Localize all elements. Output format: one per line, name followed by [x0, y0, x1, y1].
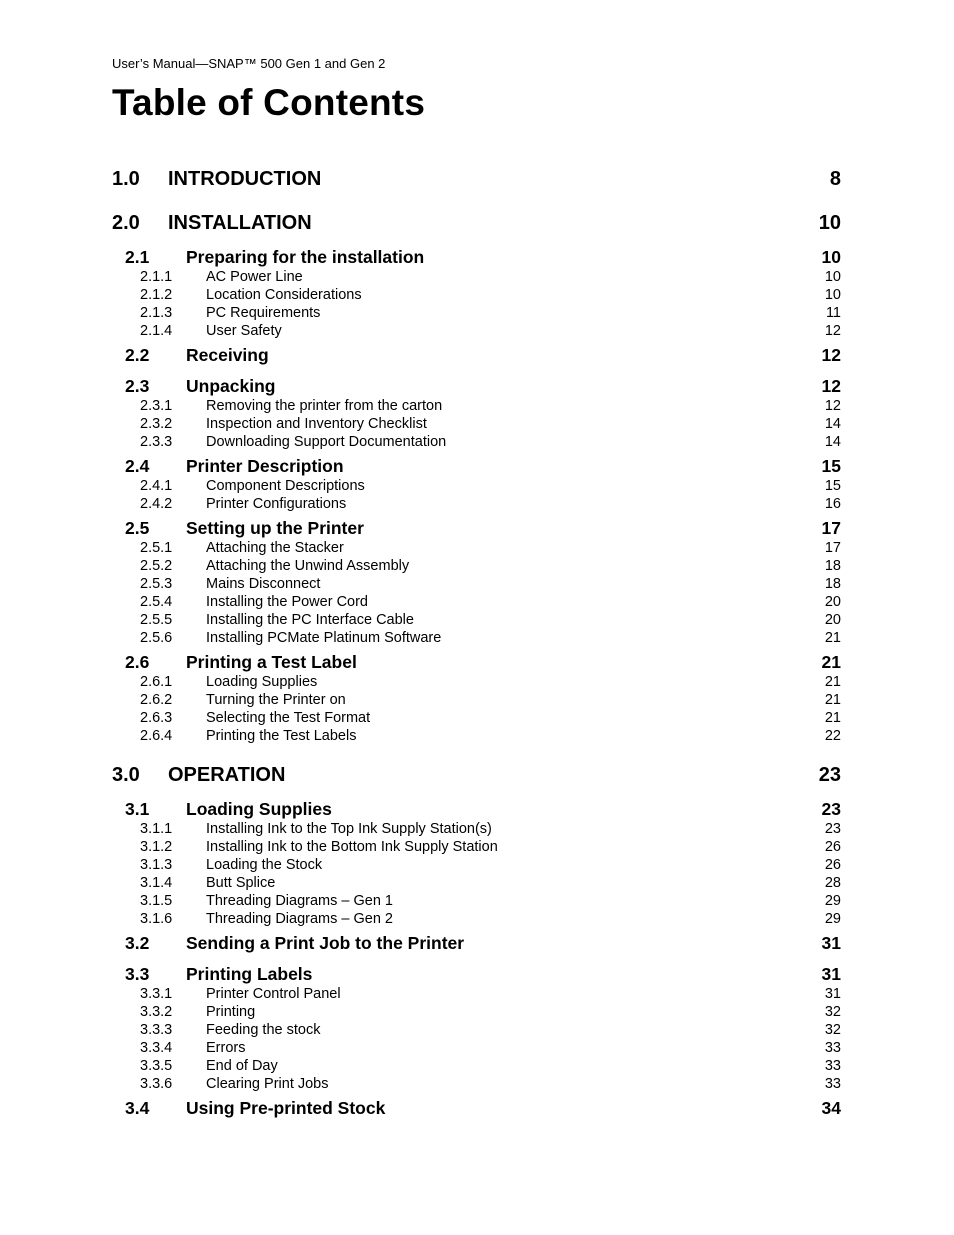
toc-subsection-entry[interactable]: [112, 268, 841, 286]
toc-entry-number: 2.5.4: [140, 594, 173, 610]
toc-section-entry[interactable]: [112, 246, 841, 268]
toc-entry-number: 3.1.6: [140, 911, 173, 927]
toc-entry-title: Installing Ink to the Bottom Ink Supply Station: [206, 839, 498, 855]
toc-entry-page-number: 33: [824, 1040, 841, 1056]
toc-entry-number: 3.1.3: [140, 857, 173, 873]
toc-entry-title: Inspection and Inventory Checklist: [206, 416, 427, 432]
toc-entry-page-number: 20: [824, 594, 841, 610]
toc-entry-page-number: 15: [821, 456, 841, 476]
toc-entry-page-number: 10: [824, 269, 841, 285]
toc-entry-number: 2.5.5: [140, 612, 173, 628]
toc-subsection-entry[interactable]: [112, 910, 841, 928]
toc-section-entry[interactable]: [112, 798, 841, 820]
toc-entry-title: Clearing Print Jobs: [206, 1076, 329, 1092]
toc-entry-number: 3.3: [125, 964, 150, 984]
running-header: User’s Manual—SNAP™ 500 Gen 1 and Gen 2: [112, 56, 386, 71]
toc-entry-page-number: 31: [821, 964, 841, 984]
toc-entry-title: Turning the Printer on: [206, 692, 346, 708]
toc-subsection-entry[interactable]: [112, 611, 841, 629]
toc-entry-title: PC Requirements: [206, 305, 321, 321]
toc-entry-title: Loading Supplies: [206, 674, 318, 690]
toc-entry-number: 3.1.1: [140, 821, 173, 837]
toc-entry-title: Printing: [206, 1004, 256, 1020]
toc-entry-number: 1.0: [112, 168, 140, 190]
toc-entry-number: 3.1.5: [140, 893, 173, 909]
toc-entry-number: 3.3.5: [140, 1058, 173, 1074]
toc-subsection-entry[interactable]: [112, 874, 841, 892]
toc-entry-page-number: 12: [824, 398, 841, 414]
toc-entry-page-number: 28: [824, 875, 841, 891]
toc-entry-title: Printer Control Panel: [206, 986, 341, 1002]
toc-entry-title: Printing a Test Label: [186, 652, 357, 672]
toc-subsection-entry[interactable]: [112, 892, 841, 910]
toc-entry-title: Mains Disconnect: [206, 576, 321, 592]
toc-entry-title: Feeding the stock: [206, 1022, 321, 1038]
toc-subsection-entry[interactable]: [112, 691, 841, 709]
toc-entry-page-number: 33: [824, 1058, 841, 1074]
toc-entry-page-number: 32: [824, 1022, 841, 1038]
toc-entry-title: Threading Diagrams – Gen 1: [206, 893, 393, 909]
toc-subsection-entry[interactable]: [112, 397, 841, 415]
toc-entry-number: 2.4: [125, 456, 150, 476]
toc-subsection-entry[interactable]: [112, 856, 841, 874]
toc-entry-title: Using Pre-printed Stock: [186, 1098, 386, 1118]
toc-entry-title: User Safety: [206, 323, 282, 339]
toc-entry-page-number: 33: [824, 1076, 841, 1092]
toc-entry-page-number: 23: [818, 764, 841, 786]
toc-subsection-entry[interactable]: [112, 415, 841, 433]
toc-entry-page-number: 21: [824, 674, 841, 690]
toc-entry-number: 2.1.1: [140, 269, 173, 285]
toc-entry-page-number: 31: [821, 933, 841, 953]
toc-entry-title: Loading the Stock: [206, 857, 323, 873]
toc-entry-number: 3.2: [125, 933, 150, 953]
toc-entry-page-number: 17: [824, 540, 841, 556]
toc-entry-page-number: 20: [824, 612, 841, 628]
toc-entry-number: 2.3.2: [140, 416, 173, 432]
toc-entry-number: 2.4.2: [140, 496, 173, 512]
toc-entry-page-number: 10: [821, 247, 841, 267]
toc-entry-title: Attaching the Stacker: [206, 540, 344, 556]
toc-subsection-entry[interactable]: [112, 322, 841, 340]
toc-entry-page-number: 17: [821, 518, 841, 538]
table-of-contents: [112, 163, 841, 1119]
toc-entry-number: 2.4.1: [140, 478, 173, 494]
toc-entry-page-number: 16: [824, 496, 841, 512]
toc-entry-number: 2.6.2: [140, 692, 173, 708]
page-title: Table of Contents: [112, 82, 426, 123]
toc-entry-number: 3.0: [112, 764, 140, 786]
toc-entry-number: 2.5.1: [140, 540, 173, 556]
toc-entry-title: Component Descriptions: [206, 478, 365, 494]
toc-subsection-entry[interactable]: [112, 629, 841, 647]
toc-entry-number: 3.1.4: [140, 875, 173, 891]
toc-entry-page-number: 21: [824, 710, 841, 726]
toc-entry-page-number: 18: [824, 576, 841, 592]
toc-entry-title: End of Day: [206, 1058, 278, 1074]
toc-entry-title: Selecting the Test Format: [206, 710, 371, 726]
toc-section-entry[interactable]: [112, 344, 841, 366]
toc-subsection-entry[interactable]: [112, 304, 841, 322]
toc-entry-title: Loading Supplies: [186, 799, 332, 819]
toc-entry-number: 3.3.4: [140, 1040, 173, 1056]
toc-entry-number: 2.5.3: [140, 576, 173, 592]
toc-subsection-entry[interactable]: [112, 286, 841, 304]
toc-entry-title: Printing the Test Labels: [206, 728, 357, 744]
toc-entry-number: 3.3.2: [140, 1004, 173, 1020]
toc-entry-number: 2.1.2: [140, 287, 173, 303]
toc-entry-title: Printing Labels: [186, 964, 313, 984]
toc-entry-title: AC Power Line: [206, 269, 303, 285]
toc-entry-number: 2.3: [125, 376, 150, 396]
toc-entry-title: Installing PCMate Platinum Software: [206, 630, 442, 646]
toc-entry-title: Butt Splice: [206, 875, 276, 891]
toc-subsection-entry[interactable]: [112, 673, 841, 691]
toc-entry-number: 2.6: [125, 652, 150, 672]
toc-entry-page-number: 12: [824, 323, 841, 339]
toc-entry-number: 3.3.6: [140, 1076, 173, 1092]
toc-subsection-entry[interactable]: [112, 985, 841, 1003]
toc-entry-title: Removing the printer from the carton: [206, 398, 443, 414]
toc-entry-title: Printer Configurations: [206, 496, 347, 512]
toc-entry-number: 2.5.6: [140, 630, 173, 646]
toc-entry-page-number: 12: [821, 376, 841, 396]
toc-subsection-entry[interactable]: [112, 557, 841, 575]
toc-entry-title: Threading Diagrams – Gen 2: [206, 911, 393, 927]
toc-entry-page-number: 34: [821, 1098, 841, 1118]
toc-section-entry[interactable]: [112, 375, 841, 397]
toc-entry-title: Attaching the Unwind Assembly: [206, 558, 410, 574]
toc-entry-number: 2.5.2: [140, 558, 173, 574]
toc-entry-page-number: 8: [829, 168, 841, 190]
toc-entry-number: 2.6.1: [140, 674, 173, 690]
toc-entry-number: 3.1: [125, 799, 150, 819]
toc-entry-number: 2.2: [125, 345, 150, 365]
toc-entry-page-number: 29: [824, 911, 841, 927]
toc-section-entry[interactable]: [112, 517, 841, 539]
toc-entry-page-number: 26: [824, 857, 841, 873]
toc-entry-title: INTRODUCTION: [168, 168, 322, 190]
toc-entry-page-number: 23: [824, 821, 841, 837]
toc-subsection-entry[interactable]: [112, 1039, 841, 1057]
toc-entry-page-number: 14: [824, 434, 841, 450]
toc-entry-page-number: 32: [824, 1004, 841, 1020]
toc-subsection-entry[interactable]: [112, 727, 841, 745]
toc-subsection-entry[interactable]: [112, 495, 841, 513]
toc-entry-number: 3.3.3: [140, 1022, 173, 1038]
toc-section-entry[interactable]: [112, 932, 841, 954]
toc-chapter-entry[interactable]: [112, 165, 841, 193]
toc-subsection-entry[interactable]: [112, 1057, 841, 1075]
toc-section-entry[interactable]: [112, 651, 841, 673]
toc-entry-title: Errors: [206, 1040, 246, 1056]
toc-subsection-entry[interactable]: [112, 820, 841, 838]
toc-subsection-entry[interactable]: [112, 1075, 841, 1093]
toc-entry-title: OPERATION: [168, 764, 286, 786]
toc-entry-title: Printer Description: [186, 456, 344, 476]
toc-subsection-entry[interactable]: [112, 477, 841, 495]
toc-entry-page-number: 31: [824, 986, 841, 1002]
toc-entry-number: 2.1.3: [140, 305, 173, 321]
toc-entry-page-number: 26: [824, 839, 841, 855]
toc-entry-page-number: 21: [824, 630, 841, 646]
toc-entry-page-number: 14: [824, 416, 841, 432]
toc-entry-number: 2.3.1: [140, 398, 173, 414]
toc-entry-page-number: 21: [821, 652, 841, 672]
toc-entry-number: 3.3.1: [140, 986, 173, 1002]
toc-entry-page-number: 21: [824, 692, 841, 708]
toc-subsection-entry[interactable]: [112, 709, 841, 727]
toc-entry-title: Installing Ink to the Top Ink Supply Station(s): [206, 821, 492, 837]
toc-entry-page-number: 22: [824, 728, 841, 744]
toc-entry-title: Preparing for the installation: [186, 247, 425, 267]
toc-entry-page-number: 18: [824, 558, 841, 574]
toc-entry-title: Sending a Print Job to the Printer: [186, 933, 465, 953]
toc-section-entry[interactable]: [112, 963, 841, 985]
toc-entry-title: INSTALLATION: [168, 212, 312, 234]
toc-entry-number: 2.5: [125, 518, 150, 538]
toc-entry-number: 2.1.4: [140, 323, 173, 339]
toc-chapter-entry[interactable]: [112, 761, 841, 789]
toc-entry-page-number: 12: [821, 345, 841, 365]
toc-entry-number: 2.6.3: [140, 710, 173, 726]
toc-entry-title: Receiving: [186, 345, 269, 365]
toc-entry-number: 3.1.2: [140, 839, 173, 855]
toc-entry-title: Setting up the Printer: [186, 518, 364, 538]
toc-subsection-entry[interactable]: [112, 1021, 841, 1039]
toc-entry-page-number: 29: [824, 893, 841, 909]
toc-entry-number: 2.1: [125, 247, 150, 267]
toc-entry-page-number: 15: [824, 478, 841, 494]
toc-entry-number: 2.6.4: [140, 728, 173, 744]
toc-entry-title: Installing the PC Interface Cable: [206, 612, 414, 628]
toc-entry-number: 3.4: [125, 1098, 150, 1118]
toc-entry-title: Unpacking: [186, 376, 276, 396]
toc-subsection-entry[interactable]: [112, 433, 841, 451]
toc-entry-title: Downloading Support Documentation: [206, 434, 447, 450]
toc-subsection-entry[interactable]: [112, 593, 841, 611]
toc-subsection-entry[interactable]: [112, 575, 841, 593]
toc-entry-page-number: 23: [821, 799, 841, 819]
toc-entry-number: 2.0: [112, 212, 140, 234]
toc-subsection-entry[interactable]: [112, 838, 841, 856]
toc-chapter-entry[interactable]: [112, 209, 841, 237]
toc-section-entry[interactable]: [112, 455, 841, 477]
toc-entry-title: Installing the Power Cord: [206, 594, 368, 610]
toc-entry-page-number: 10: [818, 212, 841, 234]
toc-subsection-entry[interactable]: [112, 1003, 841, 1021]
toc-entry-page-number: 10: [824, 287, 841, 303]
toc-entry-page-number: 11: [825, 305, 841, 321]
toc-entry-number: 2.3.3: [140, 434, 173, 450]
toc-section-entry[interactable]: [112, 1097, 841, 1119]
toc-entry-title: Location Considerations: [206, 287, 362, 303]
toc-subsection-entry[interactable]: [112, 539, 841, 557]
